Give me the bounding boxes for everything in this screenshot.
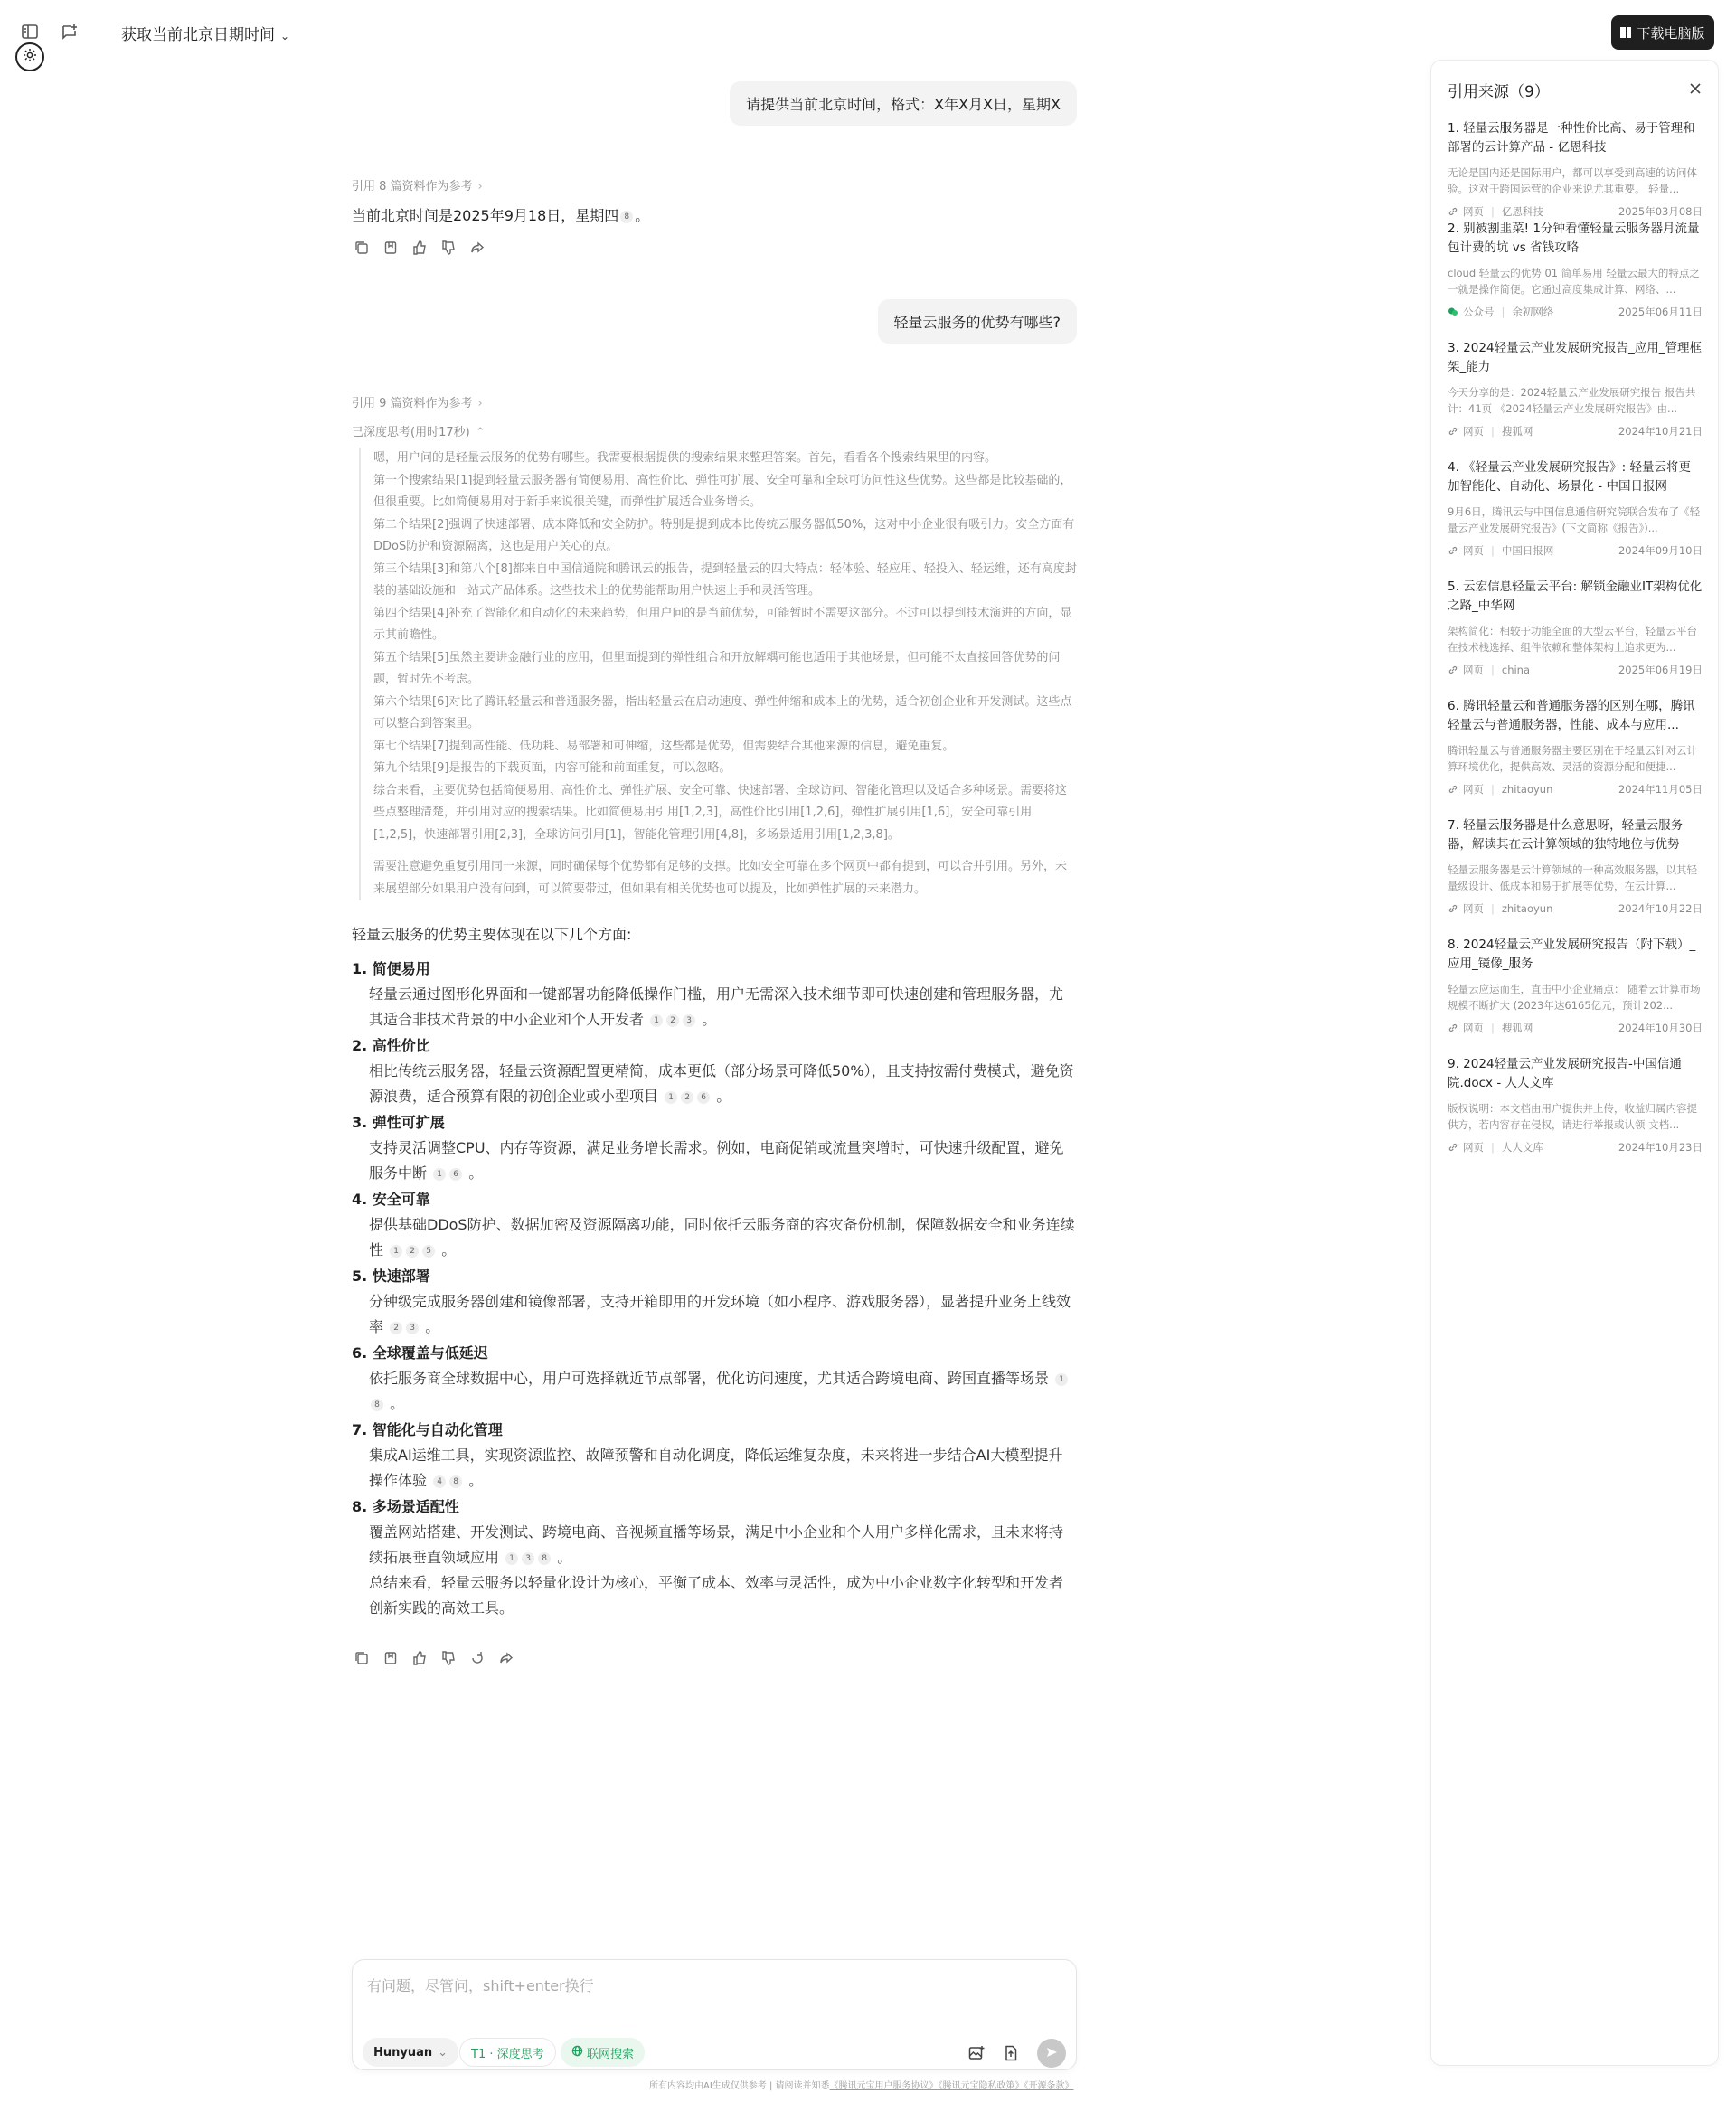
- web-search-chip[interactable]: [561, 2038, 645, 2067]
- source-meta: [1448, 542, 1703, 559]
- chevron-right-icon: ›: [477, 397, 483, 410]
- source-date: 2024年10月22日: [1618, 902, 1703, 915]
- citation-badge[interactable]: 8: [620, 211, 633, 223]
- point-title-text: 全球覆盖与低延迟: [372, 1344, 488, 1362]
- disclaimer-text: 请阅读并知悉: [775, 2081, 830, 2091]
- download-desktop-label: 下载电脑版: [1637, 24, 1705, 42]
- link-icon: [1448, 1142, 1458, 1153]
- source-type: 公众号: [1463, 306, 1495, 318]
- answer-actions: [354, 240, 486, 256]
- answer-period: 。: [635, 207, 650, 224]
- chat-input-box[interactable]: [352, 1959, 1077, 2070]
- source-site: 中国日报网: [1501, 544, 1554, 557]
- link-icon: [1448, 545, 1458, 556]
- point-title: [352, 1417, 1077, 1443]
- reference-count-link[interactable]: [352, 176, 483, 193]
- thumbs-up-icon[interactable]: [411, 1650, 428, 1666]
- sidebar-toggle-icon[interactable]: [20, 22, 40, 42]
- chevron-right-icon: ›: [477, 180, 483, 193]
- point-body: [352, 1059, 1077, 1109]
- source-meta: [1448, 304, 1703, 320]
- web-search-label: 联网搜索: [587, 2047, 635, 2061]
- source-meta: [1448, 423, 1703, 439]
- thinking-paragraph: 第六个结果[6]对比了腾讯轻量云和普通服务器，指出轻量云在启动速度、弹性伸缩和成本上的优势，适合初创企业和开发测试。这些点可以整合到答案里。: [373, 694, 1072, 731]
- list-item: [352, 1109, 1077, 1186]
- source-date: 2024年10月21日: [1618, 425, 1703, 438]
- point-title-text: 高性价比: [372, 1037, 430, 1054]
- citation-badge[interactable]: 2: [406, 1245, 419, 1258]
- user-message: 请提供当前北京时间，格式：X年X月X日，星期X: [730, 81, 1077, 126]
- citation-badge[interactable]: 1: [505, 1552, 518, 1565]
- source-type: 网页: [1463, 205, 1484, 218]
- share-icon[interactable]: [469, 240, 486, 256]
- point-period: 。: [716, 1088, 731, 1105]
- source-title[interactable]: 5. 云宏信息轻量云平台: 解锁金融业IT架构优化之路_中华网: [1448, 580, 1703, 613]
- source-meta: [1448, 781, 1703, 797]
- list-item: [352, 1340, 1077, 1417]
- point-body: [352, 1366, 1077, 1417]
- source-date: 2024年09月10日: [1618, 544, 1703, 557]
- point-number: 3.: [352, 1114, 368, 1131]
- citation-badge[interactable]: 2: [681, 1091, 693, 1104]
- sources-panel: [1430, 60, 1719, 2066]
- thinking-paragraph: 综合来看，主要优势包括简便易用、高性价比、弹性扩展、安全可靠、快速部署、全球访问、智能化管理以及适合多种场景。需要将这些点整理清楚，并引用对应的搜索结果。比如简便易用引用[1,2,3]，高性价比引用[1,2,6]，弹性扩展引用[1,6]，安全可靠引用[1,2,5]，快速部署引用[2,3]，全球访问引用[1]，智能化管理引用[4,8]，多场景适用引用[1,2,3,8]。: [373, 783, 1068, 842]
- source-date: 2024年10月30日: [1618, 1022, 1703, 1034]
- source-snippet: 无论是国内还是国际用户，都可以享受到高速的访问体验。这对于跨国运营的企业来说尤其重要。 轻量...: [1448, 166, 1697, 195]
- point-body: [352, 1443, 1077, 1494]
- divider: |: [1501, 306, 1505, 318]
- source-site: 亿恩科技: [1501, 205, 1543, 218]
- divider: |: [1491, 664, 1495, 676]
- answer-intro: 轻量云服务的优势主要体现在以下几个方面:: [352, 926, 632, 943]
- point-period: 。: [468, 1164, 484, 1182]
- divider: |: [1491, 1022, 1495, 1034]
- deep-thinking-chip[interactable]: T1 · 深度思考: [459, 2038, 556, 2067]
- thinking-paragraph: 第九个结果[9]是报告的下载页面，内容可能和前面重复，可以忽略。: [373, 761, 731, 775]
- source-meta: [1448, 662, 1703, 678]
- citation-badge[interactable]: 3: [522, 1552, 534, 1565]
- answer-conclusion: 总结来看，轻量云服务以轻量化设计为核心，平衡了成本、效率与灵活性，成为中小企业数字化转型和开发者创新实践的高效工具。: [369, 1574, 1064, 1617]
- top-bar: [0, 0, 1736, 63]
- source-snippet: 腾讯轻量云与普通服务器主要区别在于轻量云针对云计算环境优化，提供高效、灵活的资源分配和便捷...: [1448, 744, 1697, 773]
- disclaimer-text: 所有内容均由AI生成仅供参考: [649, 2081, 767, 2091]
- source-date: 2025年03月08日: [1618, 205, 1703, 218]
- point-title: [352, 1494, 1077, 1520]
- point-title: [352, 1032, 1077, 1059]
- reference-count-text: 引用 9 篇资料作为参考: [352, 397, 473, 410]
- deep-thinking-toggle[interactable]: [352, 422, 486, 439]
- source-snippet: 轻量云应运而生，直击中小企业痛点： 随着云计算市场规模不断扩大 (2023年达6165亿元，预计202...: [1448, 983, 1701, 1012]
- source-item[interactable]: [1448, 458, 1703, 559]
- source-item[interactable]: [1448, 220, 1703, 320]
- globe-icon: [571, 2045, 583, 2060]
- point-title: [352, 1109, 1077, 1136]
- settings-button[interactable]: [15, 42, 44, 71]
- bookmark-icon[interactable]: [382, 1650, 399, 1666]
- user-message: 轻量云服务的优势有哪些?: [878, 299, 1078, 344]
- point-period: 。: [557, 1549, 572, 1566]
- send-arrow-icon: [1045, 2045, 1058, 2062]
- list-item: [352, 1494, 1077, 1570]
- source-site: 搜狐网: [1501, 425, 1533, 438]
- source-item[interactable]: [1448, 1055, 1703, 1155]
- source-title[interactable]: 4. 《轻量云产业发展研究报告》: 轻量云将更加智能化、自动化、场景化 - 中国日报网: [1448, 460, 1692, 494]
- source-title[interactable]: 1. 轻量云服务器是一种性价比高、易于管理和部署的云计算产品 - 亿恩科技: [1448, 121, 1695, 155]
- thumbs-down-icon[interactable]: [440, 1650, 457, 1666]
- windows-icon: [1620, 27, 1631, 38]
- copy-icon[interactable]: [354, 1650, 370, 1666]
- link-icon: [1448, 206, 1458, 217]
- point-title: [352, 1186, 1077, 1212]
- citation-badge[interactable]: 8: [371, 1399, 383, 1411]
- paragraph-gap: [373, 846, 1077, 856]
- link-icon: [1448, 665, 1458, 675]
- source-snippet: 架构简化：相较于功能全面的大型云平台，轻量云平台在技术栈选择、组件依赖和整体架构上追求更为...: [1448, 625, 1697, 654]
- source-snippet: 轻量云服务器是云计算领域的一种高效服务器，以其轻量级设计、低成本和易于扩展等优势，在云计算...: [1448, 863, 1697, 892]
- link-icon: [1448, 1023, 1458, 1033]
- point-title: [352, 1340, 1077, 1366]
- link-icon: [1448, 784, 1458, 795]
- thinking-paragraph: 嗯，用户问的是轻量云服务的优势有哪些。我需要根据提供的搜索结果来整理答案。首先，看看各个搜索结果里的内容。: [373, 451, 997, 465]
- source-meta: [1448, 900, 1703, 917]
- divider: |: [1491, 783, 1495, 796]
- image-upload-icon[interactable]: [967, 2044, 986, 2062]
- point-title-text: 弹性可扩展: [372, 1114, 445, 1131]
- chevron-down-icon: ⌄: [280, 30, 290, 42]
- point-period: 。: [441, 1241, 457, 1258]
- point-body: [352, 1136, 1077, 1186]
- source-type: 网页: [1463, 664, 1484, 676]
- point-number: 2.: [352, 1037, 368, 1054]
- thinking-content: [359, 448, 1077, 900]
- disclaimer-footer: 所有内容均由AI生成仅供参考 | 请阅读并知悉《腾讯元宝用户服务协议》《腾讯元宝隐私政策》《开源条款》: [649, 2081, 1074, 2091]
- source-title[interactable]: 7. 轻量云服务器是什么意思呀，轻量云服务器，解读其在云计算领域的独特地位与优势: [1448, 818, 1684, 852]
- chevron-up-icon: ⌃: [475, 426, 486, 439]
- source-meta: [1448, 203, 1703, 220]
- thinking-paragraph: 第七个结果[7]提到高性能、低功耗、易部署和可伸缩，这些都是优势，但需要结合其他来源的信息，避免重复。: [373, 739, 955, 753]
- citation-badge[interactable]: 2: [390, 1322, 402, 1334]
- point-body-text: 相比传统云服务器，轻量云资源配置更精简，成本更低（部分场景可降低50%），且支持按需付费模式，避免资源浪费，适合预算有限的初创企业或小型项目: [369, 1062, 1074, 1105]
- point-body: [352, 1289, 1077, 1340]
- point-body: [352, 982, 1077, 1032]
- point-title-text: 安全可靠: [372, 1191, 430, 1208]
- point-number: 4.: [352, 1191, 368, 1208]
- thinking-paragraph: 第三个结果[3]和第八个[8]都来自中国信通院和腾讯云的报告，提到轻量云的四大特点：轻体验、轻应用、轻投入、轻运维，还有高度封装的基础设施和一站式产品体系。这些技术上的优势能帮助用户快速上手和灵活管理。: [373, 561, 1077, 598]
- citation-badge[interactable]: 2: [666, 1014, 679, 1027]
- citation-badge[interactable]: 1: [665, 1091, 677, 1104]
- source-title[interactable]: 6. 腾讯轻量云和普通服务器的区别在哪，腾讯轻量云与普通服务器，性能、成本与应用...: [1448, 699, 1695, 732]
- citation-badge[interactable]: 8: [449, 1475, 462, 1488]
- source-meta: [1448, 1139, 1703, 1155]
- point-number: 6.: [352, 1344, 368, 1362]
- link-icon: [1448, 903, 1458, 914]
- source-date: 2024年10月23日: [1618, 1141, 1703, 1154]
- point-number: 1.: [352, 960, 368, 977]
- source-snippet: 9月6日，腾讯云与中国信息通信研究院联合发布了《轻量云产业发展研究报告》(下文简称《报告》)...: [1448, 505, 1701, 534]
- source-type: 网页: [1463, 783, 1484, 796]
- source-site: 余初网络: [1512, 306, 1554, 318]
- answer-text: 当前北京时间是2025年9月18日，星期四: [352, 207, 619, 224]
- source-type: 网页: [1463, 1141, 1484, 1154]
- assistant-answer: [352, 204, 649, 225]
- source-item[interactable]: [1448, 816, 1703, 917]
- privacy-link[interactable]: 《腾讯元宝隐私政策》: [938, 2081, 1024, 2091]
- point-body-text: 提供基础DDoS防护、数据加密及资源隔离功能，同时依托云服务商的容灾备份机制，保障数据安全和业务连续性: [369, 1216, 1075, 1258]
- point-title-text: 快速部署: [372, 1268, 430, 1285]
- share-icon[interactable]: [498, 1650, 514, 1666]
- citation-badge[interactable]: 6: [449, 1168, 462, 1181]
- citation-badge[interactable]: 1: [433, 1168, 446, 1181]
- close-icon[interactable]: [1687, 80, 1703, 97]
- list-item: [352, 1417, 1077, 1494]
- divider: |: [1491, 1141, 1495, 1154]
- download-desktop-button[interactable]: [1611, 15, 1714, 50]
- reference-count-link[interactable]: [352, 393, 483, 410]
- source-date: 2025年06月19日: [1618, 664, 1703, 676]
- source-title[interactable]: 8. 2024轻量云产业发展研究报告（附下载）_应用_镜像_服务: [1448, 938, 1696, 971]
- open-source-link[interactable]: 《开源条款》: [1024, 2081, 1074, 2091]
- advantage-list: [352, 956, 1077, 1621]
- source-item[interactable]: [1448, 578, 1703, 678]
- regenerate-icon[interactable]: [469, 1650, 486, 1666]
- source-type: 网页: [1463, 544, 1484, 557]
- thinking-paragraph: 第五个结果[5]虽然主要讲金融行业的应用，但里面提到的弹性组合和开放解耦可能也适用于其他场景，但可能不太直接回答优势的问题，暂时先不考虑。: [373, 650, 1061, 686]
- thinking-paragraph: 第一个搜索结果[1]提到轻量云服务器有简便易用、高性价比、弹性可扩展、安全可靠和全球可访问性这些优势。这些都是比较基础的，但很重要。比如简便易用对于新手来说很关键，而弹性扩展适合业务增长。: [373, 473, 1072, 509]
- point-period: 。: [702, 1011, 717, 1028]
- divider: |: [1491, 205, 1495, 218]
- deep-thinking-label: 已深度思考(用时17秒): [352, 426, 470, 439]
- wechat-icon: [1448, 306, 1458, 317]
- source-site: zhitaoyun: [1501, 783, 1553, 796]
- citation-badge[interactable]: 3: [683, 1014, 695, 1027]
- list-item: [352, 956, 1077, 1032]
- model-selector[interactable]: [363, 2038, 458, 2067]
- new-chat-icon[interactable]: [60, 22, 80, 42]
- bookmark-icon[interactable]: [382, 240, 399, 256]
- list-item: [352, 1186, 1077, 1263]
- chevron-down-icon: ⌄: [438, 2045, 448, 2060]
- source-type: 网页: [1463, 1022, 1484, 1034]
- conversation-title-text: 获取当前北京日期时间: [121, 26, 275, 44]
- point-number: 5.: [352, 1268, 368, 1285]
- point-number: 8.: [352, 1498, 368, 1515]
- source-type: 网页: [1463, 902, 1484, 915]
- copy-icon[interactable]: [354, 240, 370, 256]
- answer-actions: [354, 1650, 514, 1666]
- point-title: [352, 956, 1077, 982]
- citation-badge[interactable]: 3: [406, 1322, 419, 1334]
- point-body-text: 支持灵活调整CPU、内存等资源，满足业务增长需求。例如，电商促销或流量突增时，可快速升级配置，避免服务中断: [369, 1139, 1064, 1182]
- source-type: 网页: [1463, 425, 1484, 438]
- list-item: [352, 1263, 1077, 1340]
- chat-input-placeholder[interactable]: 有问题，尽管问，shift+enter换行: [367, 1977, 594, 1994]
- source-date: 2025年06月11日: [1618, 306, 1703, 318]
- citation-badge[interactable]: 6: [697, 1091, 710, 1104]
- thinking-paragraph: 第四个结果[4]补充了智能化和自动化的未来趋势，但用户问的是当前优势，可能暂时不需要这部分。不过可以提到技术演进的方向，显示其前瞻性。: [373, 606, 1072, 642]
- source-title[interactable]: 2. 别被割韭菜! 1分钟看懂轻量云服务器月流量包计费的坑 vs 省钱攻略: [1448, 222, 1700, 255]
- point-number: 7.: [352, 1421, 368, 1438]
- source-snippet: cloud 轻量云的优势 01 简单易用 轻量云最大的特点之一就是操作简便。它通过高度集成计算、网络、...: [1448, 267, 1700, 296]
- citation-badge[interactable]: 4: [433, 1475, 446, 1488]
- thumbs-up-icon[interactable]: [411, 240, 428, 256]
- divider: |: [1491, 425, 1495, 438]
- source-site: 人人文库: [1501, 1141, 1543, 1154]
- source-snippet: 今天分享的是：2024轻量云产业发展研究报告 报告共计：41页 《2024轻量云产业发展研究报告》由...: [1448, 386, 1696, 415]
- point-title-text: 多场景适配性: [372, 1498, 459, 1515]
- point-body-text: 覆盖网站搭建、开发测试、跨境电商、音视频直播等场景，满足中小企业和个人用户多样化需求，且未来将持续拓展垂直领域应用: [369, 1523, 1064, 1566]
- point-period: 。: [390, 1395, 405, 1412]
- point-body-text: 依托服务商全球数据中心，用户可选择就近节点部署，优化访问速度，尤其适合跨境电商、跨国直播等场景: [369, 1370, 1050, 1387]
- source-item[interactable]: [1448, 697, 1703, 797]
- source-snippet: 版权说明：本文档由用户提供并上传，收益归属内容提供方，若内容存在侵权，请进行举报或认领 文档...: [1448, 1102, 1697, 1131]
- citation-badge[interactable]: 1: [650, 1014, 663, 1027]
- source-item[interactable]: [1448, 936, 1703, 1036]
- point-body-text: 分钟级完成服务器创建和镜像部署，支持开箱即用的开发环境（如小程序、游戏服务器），显著提升业务上线效率: [369, 1293, 1071, 1335]
- source-item[interactable]: [1448, 119, 1703, 220]
- conversation-title[interactable]: [121, 22, 289, 44]
- thinking-paragraph: 第二个结果[2]强调了快速部署、成本降低和安全防护。特别是提到成本比传统云服务器低50%，这对中小企业很有吸引力。安全方面有DDoS防护和资源隔离，这也是用户关心的点。: [373, 517, 1075, 553]
- point-title-text: 简便易用: [372, 960, 430, 977]
- point-body: [352, 1520, 1077, 1570]
- point-title: [352, 1263, 1077, 1289]
- link-icon: [1448, 426, 1458, 437]
- point-period: 。: [425, 1318, 440, 1335]
- point-body-text: 集成AI运维工具，实现资源监控、故障预警和自动化调度，降低运维复杂度，未来将进一步结合AI大模型提升操作体验: [369, 1447, 1063, 1489]
- citation-badge[interactable]: 1: [1055, 1373, 1068, 1386]
- reference-count-text: 引用 8 篇资料作为参考: [352, 180, 473, 193]
- gear-icon: [22, 47, 38, 67]
- send-button[interactable]: [1037, 2039, 1066, 2068]
- source-site: china: [1501, 664, 1531, 676]
- point-body: [352, 1212, 1077, 1263]
- source-title[interactable]: 3. 2024轻量云产业发展研究报告_应用_管理框架_能力: [1448, 341, 1703, 374]
- thumbs-down-icon[interactable]: [440, 240, 457, 256]
- terms-link[interactable]: 《腾讯元宝用户服务协议》: [829, 2081, 939, 2091]
- point-body-text: 轻量云通过图形化界面和一键部署功能降低操作门槛，用户无需深入技术细节即可快速创建和管理服务器，尤其适合非技术背景的中小企业和个人开发者: [369, 985, 1064, 1028]
- file-upload-icon[interactable]: [1002, 2044, 1020, 2062]
- source-date: 2024年11月05日: [1618, 783, 1703, 796]
- citation-badge[interactable]: 1: [390, 1245, 402, 1258]
- source-site: 搜狐网: [1501, 1022, 1533, 1034]
- source-item[interactable]: [1448, 339, 1703, 439]
- list-item: [352, 1032, 1077, 1109]
- point-period: 。: [468, 1472, 484, 1489]
- sources-panel-title: 引用来源（9）: [1448, 83, 1550, 101]
- source-title[interactable]: 9. 2024轻量云产业发展研究报告-中国信通院.docx - 人人文库: [1448, 1057, 1682, 1090]
- citation-badge[interactable]: 5: [422, 1245, 435, 1258]
- point-title-text: 智能化与自动化管理: [372, 1421, 503, 1438]
- thinking-paragraph: 需要注意避免重复引用同一来源，同时确保每个优势都有足够的支撑。比如安全可靠在多个网页中都有提到，可以合并引用。另外，未来展望部分如果用户没有问到，可以简要带过，但如果有相关优势也可以提及，比如弹性扩展的未来潜力。: [373, 860, 1068, 896]
- divider: |: [1491, 544, 1495, 557]
- model-name: Hunyuan: [373, 2045, 433, 2060]
- citation-badge[interactable]: 8: [538, 1552, 551, 1565]
- source-meta: [1448, 1020, 1703, 1036]
- divider: |: [1491, 902, 1495, 915]
- source-site: zhitaoyun: [1501, 902, 1553, 915]
